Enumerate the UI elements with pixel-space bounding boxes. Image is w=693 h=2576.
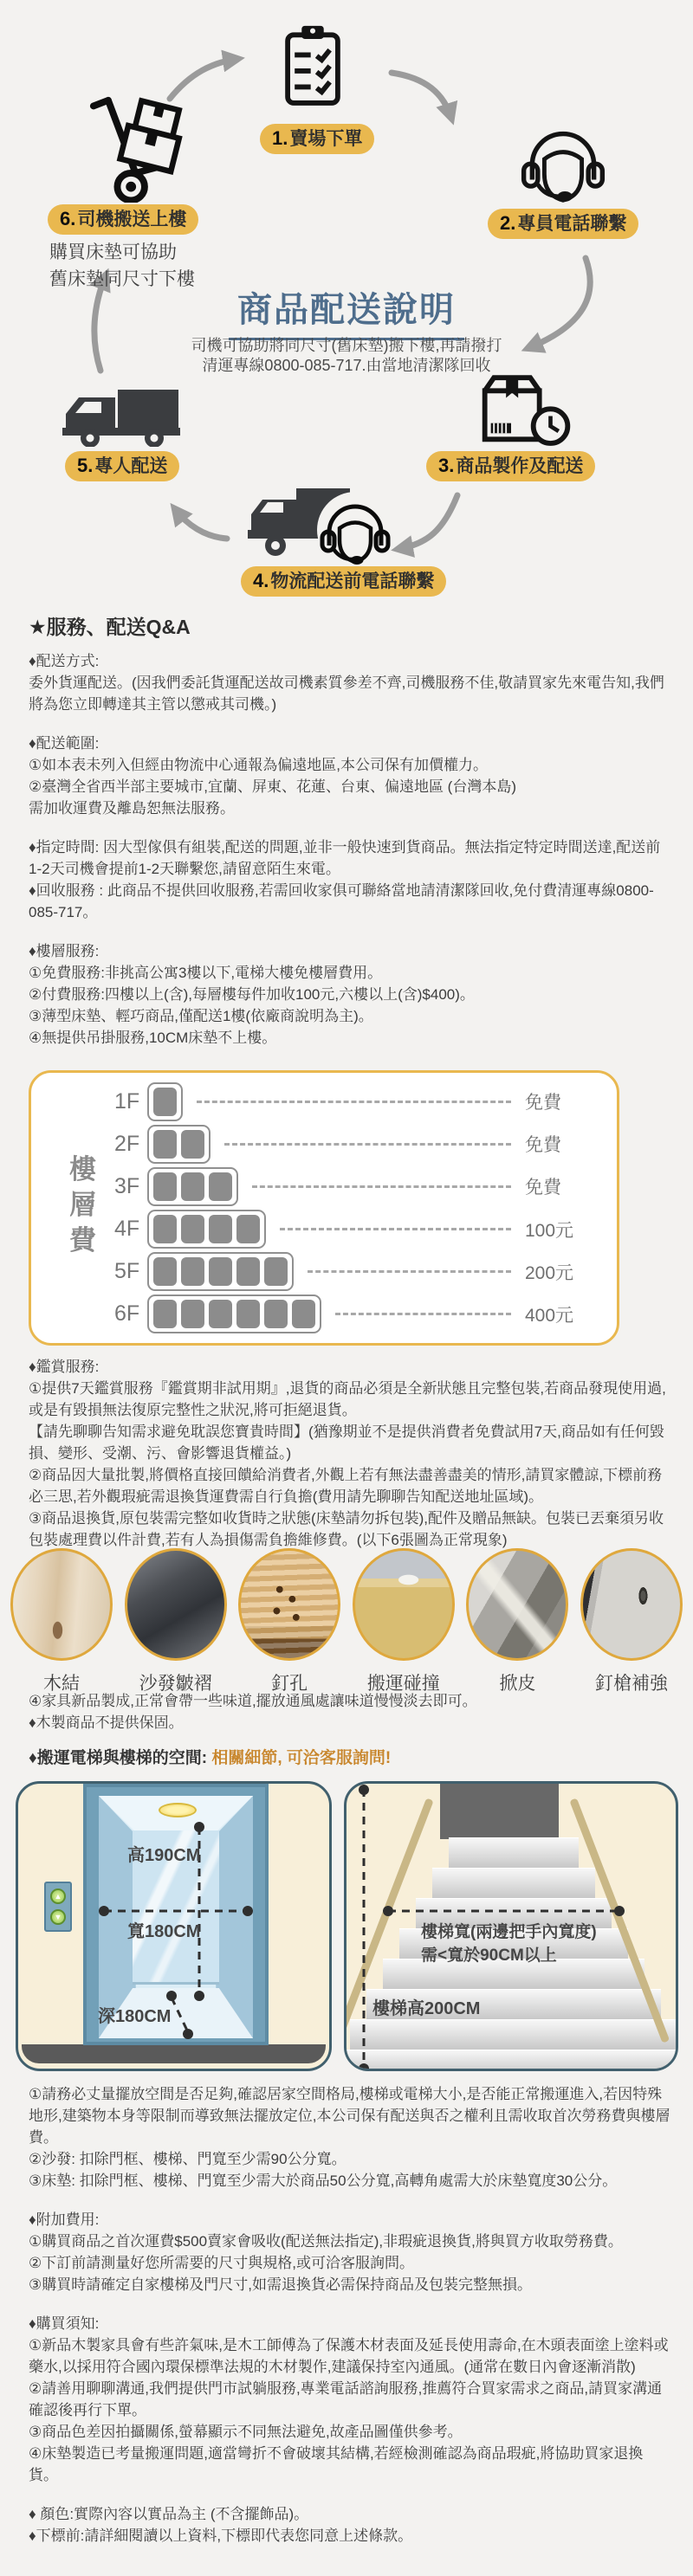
qa-heading: ★服務、配送Q&A	[29, 616, 191, 638]
nail-hole-photo	[238, 1548, 340, 1661]
fee-amount: 100元	[525, 1220, 574, 1241]
qa-line: ②請善用聊聊溝通,我們提供門市試躺服務,專業電話諮詢服務,推薦符合買家需求之商品,請買家溝通確認後再行下單。	[29, 2380, 663, 2418]
fee-dash-line	[308, 1270, 511, 1273]
floor-fee-chart	[29, 1070, 619, 1346]
floor-block	[236, 1300, 260, 1328]
floor-block	[264, 1300, 288, 1328]
flow-step-5-badge: 5.專人配送	[65, 451, 179, 481]
floor-fee-row	[114, 1252, 587, 1292]
purchase-notes-section	[29, 2083, 671, 2547]
qa-line: ①新品木製家具會有些許氣味,是木工師傅為了保護木材表面及延長使用壽命,在木頭表面塗上塗料或藥水,以採用符合國內環保標準法規的木材製作,建議保持室內通風。(通常在數日內會逐漸消散)	[29, 2337, 669, 2375]
qa-line: ♦鑑賞服務:	[29, 1359, 100, 1375]
elevator-depth-label: 深180CM	[98, 2007, 172, 2026]
floor-blocks	[147, 1082, 183, 1121]
floor-block	[153, 1088, 177, 1116]
floor-block	[209, 1172, 232, 1201]
photo-item	[463, 1548, 572, 1695]
floor-block	[153, 1172, 177, 1201]
qa-line: ♦下標前:請詳細閱讀以上資料,下標即代表您同意上述條款。	[29, 2528, 413, 2544]
fee-amount: 免費	[525, 1178, 561, 1198]
page-subtitle: 司機可協助將同尺寸(舊床墊)搬下樓,再請撥打 清運專線0800-085-717.由當地清潔隊回收	[191, 337, 502, 374]
floor-fee-row	[114, 1166, 587, 1206]
fee-dash-line	[252, 1185, 511, 1188]
floor-fee-row	[114, 1210, 587, 1249]
floor-block	[181, 1215, 204, 1243]
qa-line: ②沙發: 扣除門框、樓梯、門寬至少需90公分寬。	[29, 2151, 346, 2167]
transport-bump-photo	[353, 1548, 455, 1661]
contact-service-highlight: 相關細節, 可洽客服詢問!	[211, 1749, 392, 1767]
floor-blocks	[147, 1167, 238, 1206]
floor-block	[292, 1300, 315, 1328]
stair-height-label: 樓梯高200CM	[372, 1999, 481, 2018]
floor-block	[153, 1300, 177, 1328]
floor-blocks	[147, 1210, 266, 1249]
photo-label: 沙發皺褶	[139, 1674, 212, 1694]
photo-item	[235, 1548, 344, 1695]
floor-label: 3F	[114, 1173, 140, 1198]
floor-block	[264, 1257, 288, 1286]
photo-item	[7, 1548, 116, 1695]
photo-label: 釘槍補強	[594, 1674, 668, 1694]
elevator-dimensions-card	[16, 1781, 332, 2071]
qa-line: ♦木製商品不提供保固。	[29, 1714, 184, 1731]
floor-block	[236, 1257, 260, 1286]
qa-block	[29, 2313, 671, 2486]
qa-line: ③床墊: 扣除門框、樓梯、門寬至少需大於商品50公分寬,高轉角處需大於床墊寬度30公分。	[29, 2172, 618, 2189]
fee-amount: 200元	[525, 1262, 574, 1283]
floor-blocks	[147, 1252, 294, 1291]
mattress-carry-note: 購買床墊可協助 舊床墊同尺寸下樓	[49, 242, 195, 289]
sofa-wrinkle-photo	[125, 1548, 227, 1661]
floor-block	[209, 1300, 232, 1328]
floor-block	[209, 1257, 232, 1286]
photo-label: 搬運碰撞	[366, 1674, 440, 1694]
appreciation-service-section	[29, 1356, 671, 1551]
floor-block	[236, 1215, 260, 1243]
qa-line: ①請務必丈量擺放空間是否足夠,確認居家空間格局,樓梯或電梯大小,是否能正常搬運進入,若因特殊地形,建築物本身等限制而導致無法擺放定位,本公司保有配送與否之權利且需收取首次勞務費與樓層費。	[29, 2086, 670, 2146]
stairs-dimensions-card	[344, 1781, 678, 2071]
qa-line: ③商品色差因拍攝關係,螢幕顯示不同無法避免,故產品圖僅供參考。	[29, 2424, 463, 2440]
qa-line: ♦回收服務 : 此商品不提供回收服務,若需回收家俱可聯絡當地請清潔隊回收,免付費清運專線0800-085-717。	[29, 882, 654, 920]
floor-block	[153, 1257, 177, 1286]
elevator-down-button: ▼	[50, 1909, 66, 1925]
qa-block	[29, 2209, 671, 2295]
peeling-photo	[466, 1548, 568, 1661]
qa-line: ③購買時請確定自家樓梯及門尺寸,如需退換貨必需保持商品及包裝完整無損。	[29, 2276, 532, 2293]
floor-block	[181, 1300, 204, 1328]
photo-label: 掀皮	[499, 1674, 536, 1694]
headset-agent-icon	[516, 119, 610, 209]
package-clock-icon	[475, 364, 572, 455]
floor-label: 2F	[114, 1131, 140, 1156]
qa-line: ♦指定時間: 因大型傢俱有組裝,配送的問題,並非一般快速到貨商品。無法指定特定時間送達,配送前1-2天司機會提前1-2天聯繫您,請留意陌生來電。	[29, 839, 661, 877]
delivery-flow-diagram	[0, 0, 693, 611]
qa-line: ♦附加費用:	[29, 2211, 100, 2228]
qa-line: ①購買商品之首次運費$500賣家會吸收(配送無法指定),非瑕疵退換貨,將與買方收取勞務費。	[29, 2233, 623, 2250]
qa-line: ①提供7天鑑賞服務『鑑賞期非試用期』,退貨的商品必須是全新狀態且完整包裝,若商品發現使用過,或是有毀損無法復原完整性之狀況,將可拒絕退貨。	[29, 1380, 666, 1418]
elevator-height-label: 高190CM	[127, 1846, 201, 1865]
handtruck-icon	[78, 94, 204, 207]
floor-block	[209, 1215, 232, 1243]
fee-amount: 免費	[525, 1135, 561, 1156]
flow-step-1-badge: 1.賣場下單	[260, 124, 374, 154]
page-title: 商品配送說明	[229, 282, 464, 340]
floor-block	[153, 1130, 177, 1159]
qa-line: 需加收運費及離島恕無法服務。	[29, 800, 235, 817]
qa-line: ♦ 顏色:實際內容以實品為主 (不含擺飾品)。	[29, 2506, 309, 2522]
wood-knot-photo	[10, 1548, 113, 1661]
qa-block	[29, 2083, 671, 2192]
truck-headset-icon	[244, 485, 400, 572]
qa-line: ①如本表未列入但經由物流中心通報為偏遠地區,本公司保有加價權力。	[29, 757, 488, 773]
fee-dash-line	[280, 1228, 511, 1230]
qa-line: ♦樓層服務:	[29, 943, 100, 959]
qa-line: ♦購買須知:	[29, 2315, 100, 2332]
floor-label: 5F	[114, 1259, 140, 1284]
wood-care-notes-section	[29, 1690, 671, 1769]
qa-line: ①免費服務:非挑高公寓3樓以下,電梯大樓免樓層費用。	[29, 965, 383, 981]
fee-dash-line	[224, 1143, 511, 1146]
qa-line: ④無提供吊掛服務,10CM床墊不上樓。	[29, 1030, 277, 1046]
floor-label: 4F	[114, 1217, 140, 1242]
qa-line: ②付費服務:四樓以上(含),每層樓每件加收100元,六樓以上(含)$400)。	[29, 986, 475, 1003]
elevator-width-label: 寬180CM	[127, 1922, 201, 1941]
qa-block	[29, 733, 671, 819]
floor-fee-row	[114, 1081, 587, 1121]
floor-label: 6F	[114, 1301, 140, 1327]
qa-line: ♦配送方式:	[29, 653, 100, 669]
floor-fee-label: 樓層費	[65, 1154, 95, 1262]
floor-block	[153, 1215, 177, 1243]
flow-step-4-badge: 4.物流配送前電話聯繫	[241, 566, 446, 597]
flow-step-6-badge: 6.司機搬送上樓	[48, 204, 198, 235]
photo-item	[121, 1548, 230, 1695]
qa-block	[29, 2503, 671, 2547]
normal-phenomena-photos	[7, 1548, 686, 1695]
photo-item	[577, 1548, 686, 1695]
stair-width-label: 樓梯寬(兩邊把手內寬度) 需<寬於90CM以上	[421, 1923, 597, 1965]
floor-block	[181, 1130, 204, 1159]
photo-item	[349, 1548, 458, 1695]
qa-line: ②臺灣全省西半部主要城市,宜蘭、屏東、花蓮、台東、偏遠地區 (台灣本島)	[29, 778, 517, 795]
qa-line: 委外貨運配送。(因我們委託貨運配送故司機素質參差不齊,司機服務不佳,敬請買家先來電告知,我們將為您立即轉達其主管以懲戒其司機。)	[29, 675, 664, 713]
fee-amount: 免費	[525, 1093, 561, 1113]
fee-amount: 400元	[525, 1305, 574, 1326]
qa-line: ③薄型床墊、輕巧商品,僅配送1樓(依廠商說明為主)。	[29, 1008, 373, 1024]
qa-block	[29, 836, 671, 923]
qa-block	[29, 940, 671, 1049]
floor-label: 1F	[114, 1088, 140, 1114]
floor-fee-row	[114, 1124, 587, 1164]
photo-label: 釘孔	[271, 1674, 308, 1694]
qa-line: ③商品退換貨,原包裝需完整如收貨時之狀態(床墊請勿拆包裝),配件及贈品無缺。包裝已丟棄須另收包裝處理費以件計費,若有人為損傷需負擔維修費。(以下6張圖為正常現象)	[29, 1510, 664, 1548]
photo-label: 木結	[43, 1674, 80, 1694]
floor-blocks	[147, 1294, 321, 1333]
flow-step-3-badge: 3.商品製作及配送	[426, 451, 595, 481]
floor-fee-row	[114, 1294, 587, 1334]
elevator-up-button: ▲	[50, 1888, 66, 1904]
qa-line: ④家具新品製成,正常會帶一些味道,擺放通風處讓味道慢慢淡去即可。	[29, 1693, 477, 1709]
flow-step-2-badge: 2.專員電話聯繫	[488, 209, 638, 239]
staple-reinforce-photo	[580, 1548, 683, 1661]
qa-block	[29, 1356, 671, 1551]
qa-line: ♦配送範圍:	[29, 735, 100, 752]
qa-line: ②商品因大量批製,將價格直接回饋給消費者,外觀上若有無法盡善盡美的情形,請買家體諒,下標前務必三思,若外觀瑕疵需退換貨運費需自行負擔(費用請先聊聊告知配送地址區域)。	[29, 1467, 663, 1505]
floor-block	[181, 1172, 204, 1201]
clipboard-checklist-icon	[281, 10, 345, 124]
space-measure-heading: ♦搬運電梯與樓梯的空間: 相關細節, 可洽客服詢問!	[29, 1749, 392, 1767]
fee-dash-line	[335, 1313, 511, 1315]
floor-block	[181, 1257, 204, 1286]
service-qa-section	[29, 617, 671, 1049]
floor-blocks	[147, 1125, 210, 1164]
qa-line: 【請先聊聊告知需求避免耽誤您寶貴時間】(猶豫期並不是提供消費者免費試用7天,商品如有任何毀損、變形、受潮、污、會影響退貨權益。)	[29, 1424, 664, 1462]
delivery-truck-icon	[61, 388, 184, 451]
qa-line: ④床墊製造已考量搬運問題,適當彎折不會破壞其結構,若經檢測確認為商品瑕疵,將協助買家退換貨。	[29, 2445, 644, 2483]
qa-block	[29, 650, 671, 715]
fee-dash-line	[197, 1101, 511, 1103]
qa-line: ②下訂前請測量好您所需要的尺寸與規格,或可洽客服詢問。	[29, 2255, 414, 2271]
